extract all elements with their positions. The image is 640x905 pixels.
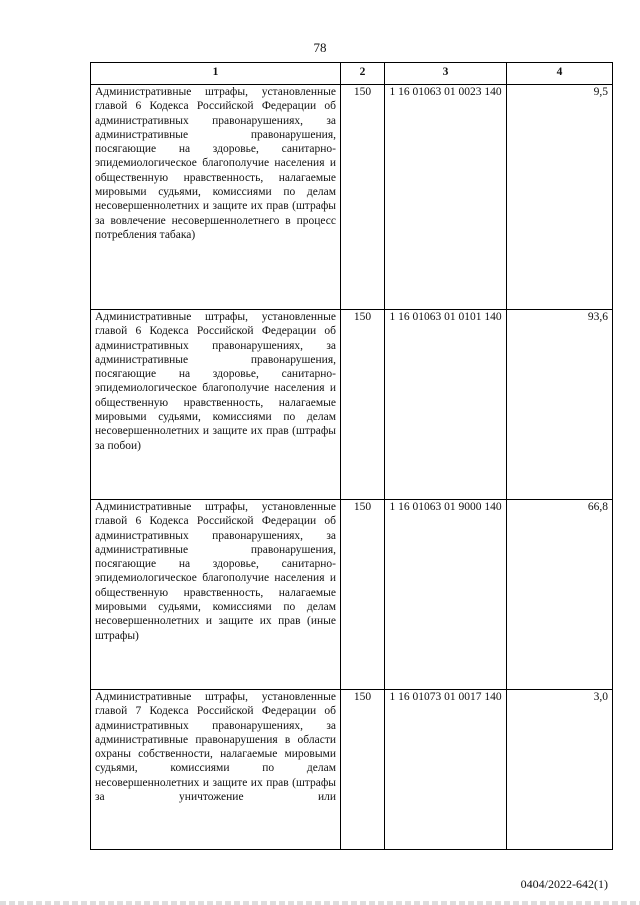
row-description: Административные штрафы, установленные главой 7 Кодекса Российской Федерации об административных правонарушениях, за административные правонарушения в области охраны собственности, налагаемые мировыми судьями, комиссиями по делам несовершеннолетних и защите их прав (штрафы за уничтожение или xyxy=(91,690,341,850)
row-kbk-code: 1 16 01063 01 0101 140 xyxy=(385,310,507,500)
row-amount: 93,6 xyxy=(507,310,613,500)
row-kbk-code: 1 16 01073 01 0017 140 xyxy=(385,690,507,850)
table-header-row xyxy=(91,63,613,85)
page-number: 78 xyxy=(313,40,327,55)
header-col-2: 2 xyxy=(341,63,385,85)
scan-edge-artifact xyxy=(0,901,640,905)
table-row xyxy=(91,85,613,310)
header-col-4: 4 xyxy=(507,63,613,85)
row-description: Административные штрафы, установленные главой 6 Кодекса Российской Федерации об административных правонарушениях, за административные правонарушения, посягающие на здоровье, санитарно-эпидемиологическое благополучие населения и общественную нравственность, налагаемые мировыми судьями, комиссиями по делам несовершеннолетних и защите их прав (штрафы за вовлечение несовершеннолетнего в процесс потребления табака) xyxy=(91,85,341,310)
header-col-3: 3 xyxy=(385,63,507,85)
table-row xyxy=(91,690,613,850)
row-kbk-code: 1 16 01063 01 0023 140 xyxy=(385,85,507,310)
row-kbk-code: 1 16 01063 01 9000 140 xyxy=(385,500,507,690)
row-admin-code: 150 xyxy=(341,690,385,850)
row-amount: 9,5 xyxy=(507,85,613,310)
row-amount: 66,8 xyxy=(507,500,613,690)
row-description: Административные штрафы, установленные главой 6 Кодекса Российской Федерации об административных правонарушениях, за административные правонарушения, посягающие на здоровье, санитарно-эпидемиологическое благополучие населения и общественную нравственность, налагаемые мировыми судьями, комиссиями по делам несовершеннолетних и защите их прав (иные штрафы) xyxy=(91,500,341,690)
row-admin-code: 150 xyxy=(341,310,385,500)
table-row xyxy=(91,310,613,500)
table-row xyxy=(91,500,613,690)
row-admin-code: 150 xyxy=(341,500,385,690)
document-code: 0404/2022-642(1) xyxy=(520,877,608,891)
row-amount: 3,0 xyxy=(507,690,613,850)
row-description: Административные штрафы, установленные главой 6 Кодекса Российской Федерации об административных правонарушениях, за административные правонарушения, посягающие на здоровье, санитарно-эпидемиологическое благополучие населения и общественную нравственность, налагаемые мировыми судьями, комиссиями по делам несовершеннолетних и защите их прав (штрафы за побои) xyxy=(91,310,341,500)
budget-table xyxy=(90,62,613,850)
header-col-1: 1 xyxy=(91,63,341,85)
row-admin-code: 150 xyxy=(341,85,385,310)
